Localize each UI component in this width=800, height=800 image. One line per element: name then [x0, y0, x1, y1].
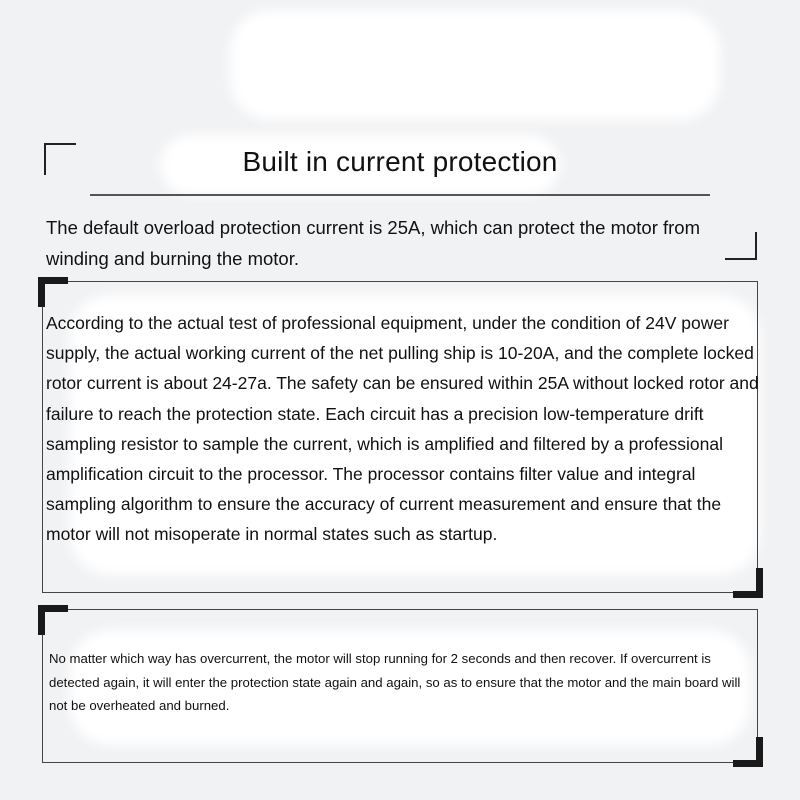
recovery-box-corner-bottom-right	[733, 737, 763, 767]
intro-text: The default overload protection current is 25A, which can protect the motor from winding and burning the motor.	[46, 217, 700, 269]
details-box-corner-top-left	[38, 277, 68, 307]
title-underline	[90, 194, 710, 196]
details-box-corner-bottom-right	[733, 568, 763, 598]
page-title: Built in current protection	[242, 146, 558, 177]
recovery-paragraph: No matter which way has overcurrent, the motor will stop running for 2 seconds and then recover. If overcurrent is detected again, it will enter the protection state again and again, so as to ensure that the motor and the main board will not be overheated and burned.	[49, 651, 741, 713]
background-blob-top	[230, 10, 720, 120]
intro-corner-bracket	[725, 232, 757, 260]
recovery-box-corner-top-left	[38, 605, 68, 635]
details-paragraph: According to the actual test of professional equipment, under the condition of 24V power supply, the actual working current of the net pulling ship is 10-20A, and the complete locked rotor current is about 24-27a. The safety can be ensured within 25A without locked rotor and failure to reach the protection state. Each circuit has a precision low-temperature drift sampling resistor to sample the current, which is amplified and filtered by a professional amplification circuit to the processor. The processor contains filter value and integral sampling algorithm to ensure the accuracy of current measurement and ensure that the motor will not misoperate in normal states such as startup.	[46, 313, 759, 545]
